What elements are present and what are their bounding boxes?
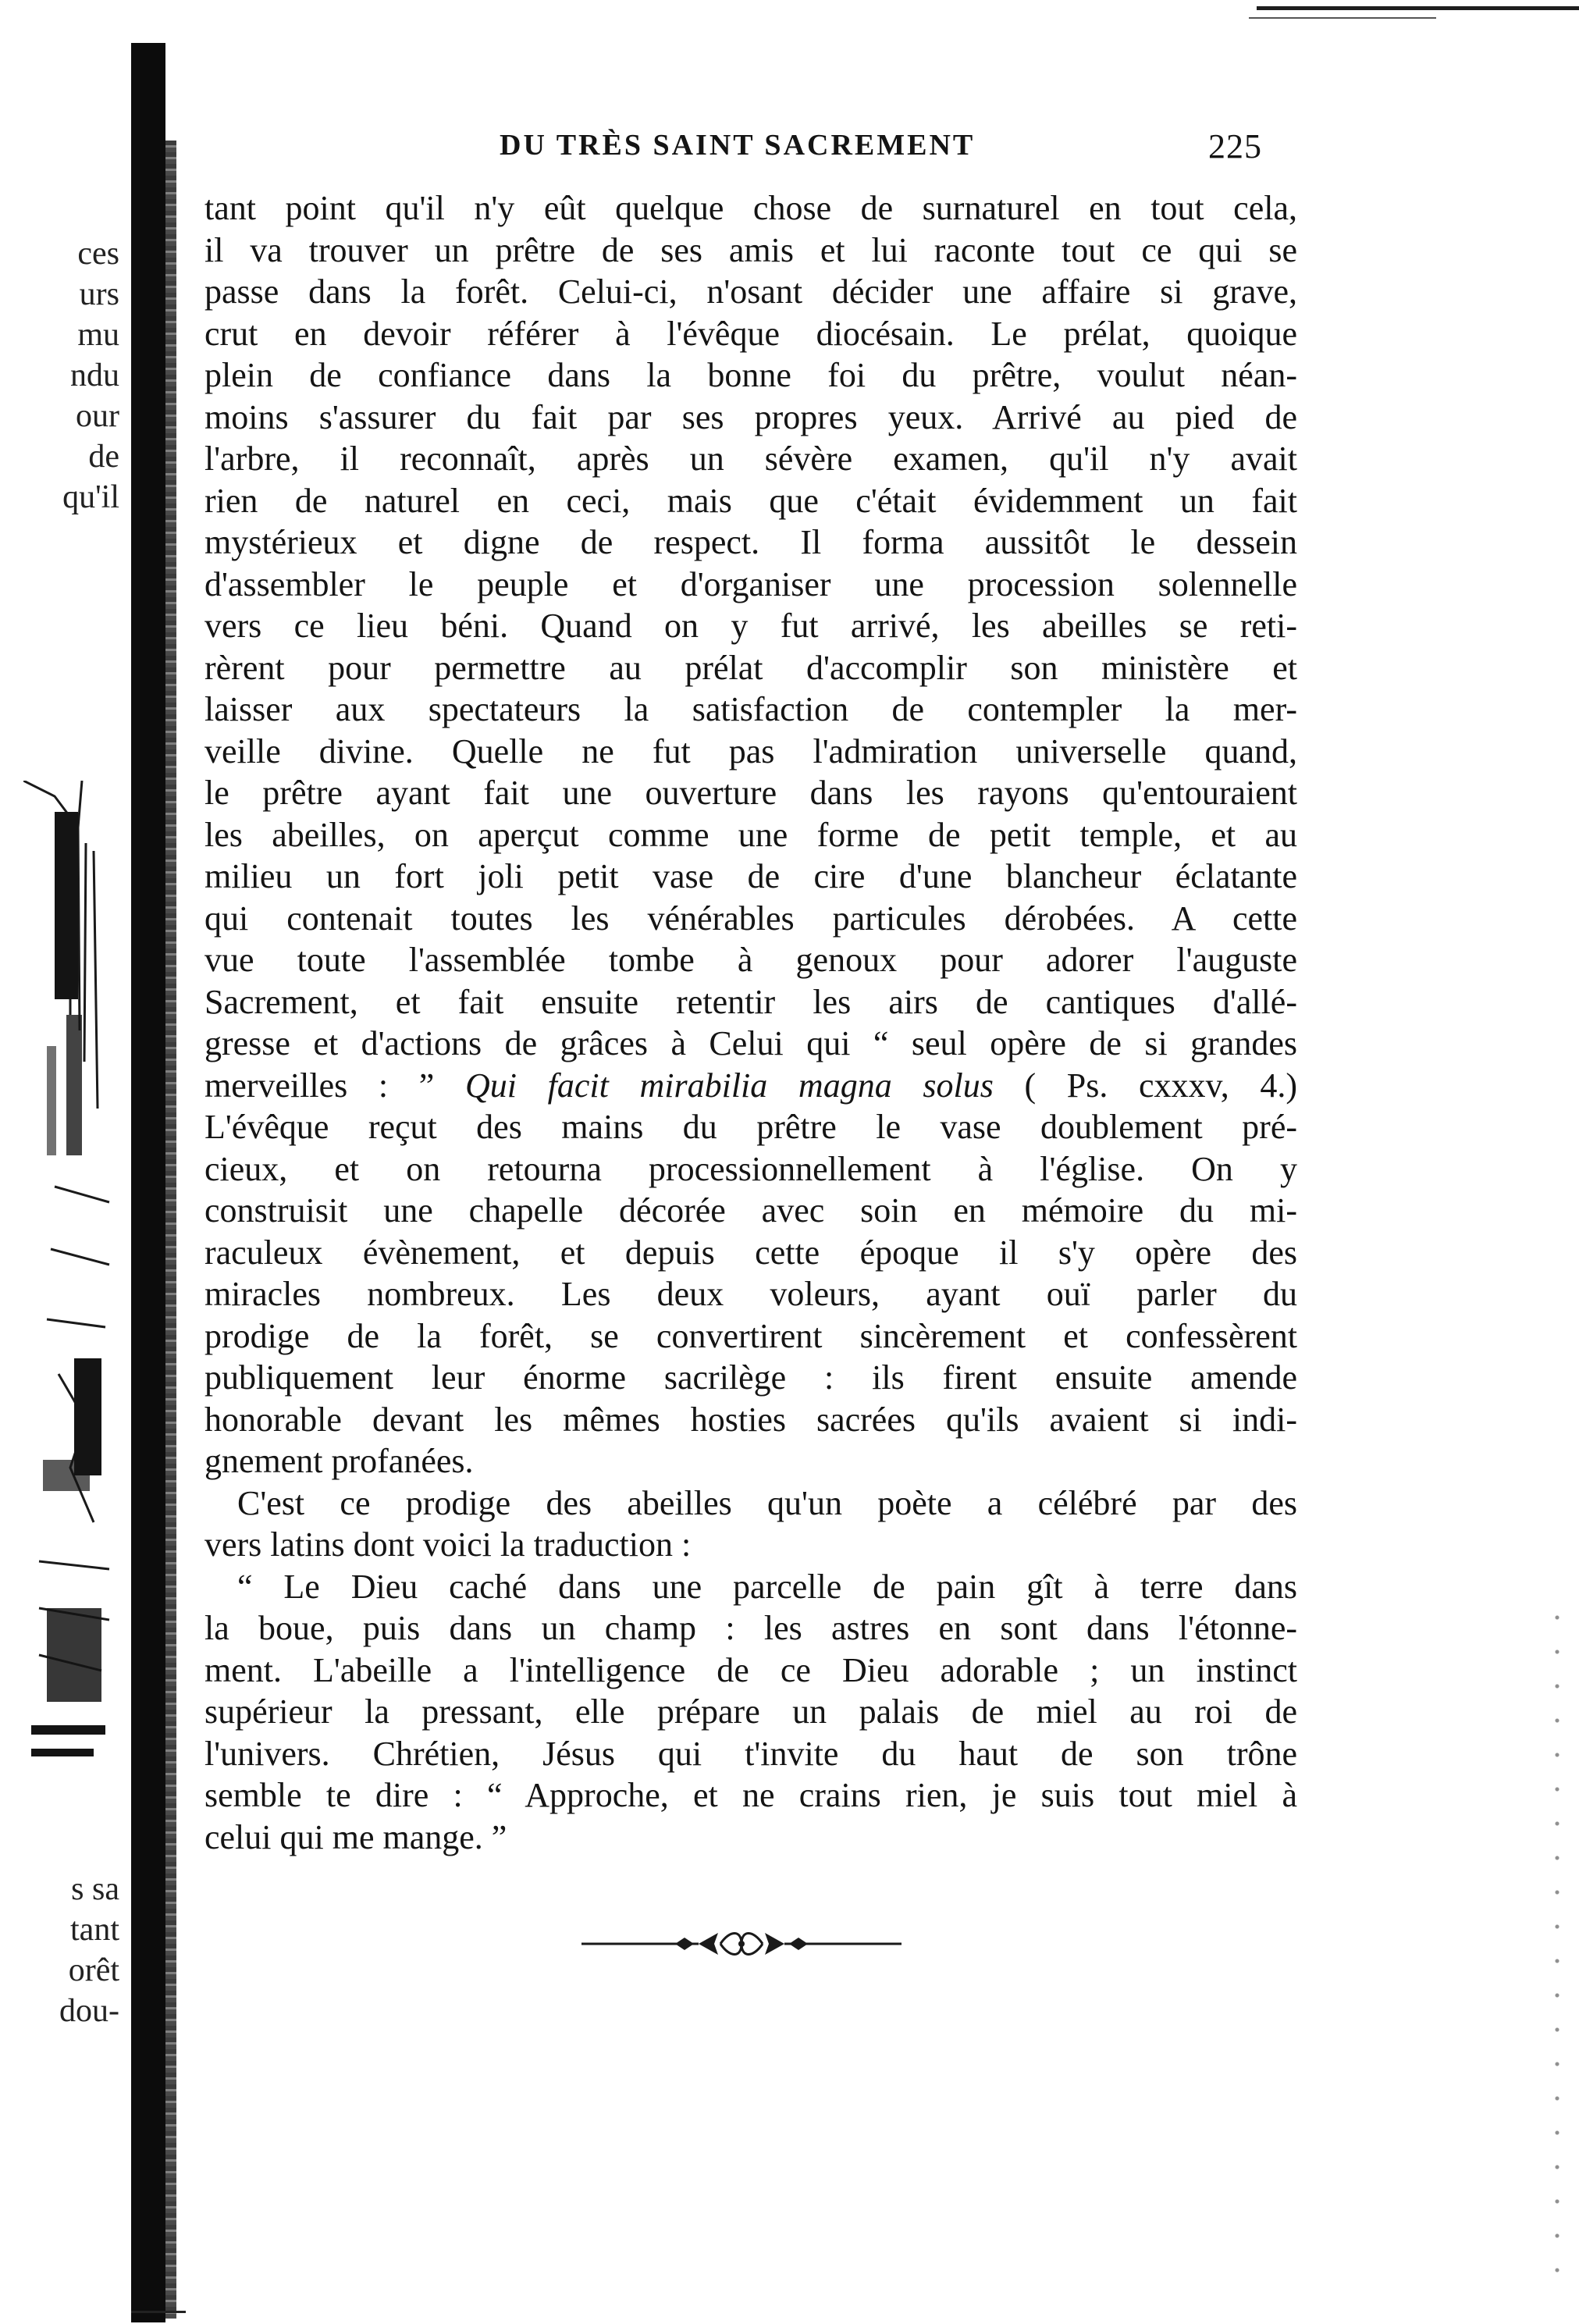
- quotation-line: la boue, puis dans un champ : les astres en sont dans l'étonne-: [204, 1609, 1297, 1647]
- text-line: plein de confiance dans la bonne foi du prêtre, voulut néan-: [204, 356, 1297, 394]
- body-text: [204, 187, 1297, 1858]
- left-page-fragment: tant: [70, 1912, 119, 1948]
- text-line: laisser aux spectateurs la satisfaction de contempler la mer-: [204, 690, 1297, 728]
- left-page-fragment: s sa: [71, 1871, 119, 1907]
- psalm-reference: ( Ps. cxxxv, 4.): [993, 1066, 1298, 1105]
- engraving-fragment-image: [23, 781, 117, 1842]
- paragraph-2-line: C'est ce prodige des abeilles qu'un poète a célébré par des: [237, 1483, 1297, 1522]
- quotation-line: ment. L'abeille a l'intelligence de ce Dieu adorable ; un instinct: [204, 1650, 1297, 1689]
- text-line: moins s'assurer du fait par ses propres yeux. Arrivé au pied de: [204, 397, 1297, 436]
- text-line: il va trouver un prêtre de ses amis et lui raconte tout ce qui se: [204, 230, 1297, 269]
- left-page-fragment: dou-: [59, 1993, 119, 2029]
- text-line: passe dans la forêt. Celui-ci, n'osant décider une affaire si grave,: [204, 272, 1297, 311]
- text-line: les abeilles, on aperçut comme une forme de petit temple, et au: [204, 815, 1297, 854]
- latin-citation: Qui facit mirabilia magna solus: [464, 1066, 994, 1105]
- text-line: l'arbre, il reconnaît, après un sévère examen, qu'il n'y avait: [204, 440, 1297, 478]
- tail-ornament-icon: [581, 1928, 902, 1959]
- page-gutter-shadow: [131, 43, 165, 2322]
- left-page-fragment: qu'il: [62, 479, 119, 515]
- text-line: rien de naturel en ceci, mais que c'était évidemment un fait: [204, 481, 1297, 520]
- text-line: miracles nombreux. Les deux voleurs, ayant ouï parler du: [204, 1275, 1297, 1313]
- left-page-fragment: de: [88, 439, 119, 475]
- scan-edge-rule: [1257, 6, 1579, 10]
- text-line: cieux, et on retourna processionnellement à l'église. On y: [204, 1149, 1297, 1188]
- left-page-fragment: ndu: [70, 358, 119, 393]
- left-facing-page-edge: [0, 0, 129, 2324]
- page-gutter-foot: [131, 2311, 186, 2313]
- text-line: vers ce lieu béni. Quand on y fut arrivé, les abeilles se reti-: [204, 607, 1297, 645]
- text-line: tant point qu'il n'y eût quelque chose de surnaturel en tout cela,: [204, 189, 1297, 227]
- text-line: qui contenait toutes les vénérables particules dérobées. A cette: [204, 899, 1297, 938]
- text-line: L'évêque reçut des mains du prêtre le vase doublement pré-: [204, 1108, 1297, 1146]
- text-line: gresse et d'actions de grâces à Celui qui “ seul opère de si grandes: [204, 1024, 1297, 1062]
- quotation-line: semble te dire : “ Approche, et ne crains rien, je suis tout miel à: [204, 1776, 1297, 1814]
- text-line: prodige de la forêt, se convertirent sincèrement et confessèrent: [204, 1316, 1297, 1355]
- quotation-line: supérieur la pressant, elle prépare un palais de miel au roi de: [204, 1692, 1297, 1731]
- quotation-line: l'univers. Chrétien, Jésus qui t'invite du haut de son trône: [204, 1734, 1297, 1773]
- text-line: publiquement leur énorme sacrilège : ils firent ensuite amende: [204, 1358, 1297, 1397]
- left-page-fragment: urs: [79, 276, 119, 312]
- text-line: Sacrement, et fait ensuite retentir les airs de cantiques d'allé-: [204, 982, 1297, 1021]
- text-line: crut en devoir référer à l'évêque diocésain. Le prélat, quoique: [204, 314, 1297, 353]
- text-line: mystérieux et digne de respect. Il forma aussitôt le dessein: [204, 523, 1297, 561]
- left-page-fragment: orêt: [68, 1952, 119, 1988]
- text-line: vue toute l'assemblée tombe à genoux pour adorer l'auguste: [204, 941, 1297, 979]
- scan-edge-rule-thin: [1249, 17, 1436, 19]
- left-page-fragment: ces: [77, 236, 119, 272]
- text-line: gnement profanées.: [204, 1442, 474, 1480]
- page-number: 225: [1208, 127, 1262, 165]
- paragraph-2-line: vers latins dont voici la traduction :: [204, 1525, 692, 1564]
- left-page-fragment: our: [76, 398, 119, 434]
- text-line: honorable devant les mêmes hosties sacrées qu'ils avaient si indi-: [204, 1400, 1297, 1439]
- text-line-with-citation: [204, 1065, 1297, 1107]
- text-line: raculeux évènement, et depuis cette époque il s'y opère des: [204, 1233, 1297, 1272]
- page-gutter-edge: [165, 141, 176, 2319]
- citation-lead: merveilles : ”: [204, 1066, 465, 1105]
- text-line: d'assembler le peuple et d'organiser une procession solennelle: [204, 564, 1297, 603]
- scan-edge-specks: [1545, 1600, 1569, 2287]
- running-title: DU TRÈS SAINT SACREMENT: [500, 129, 976, 162]
- text-line: construisit une chapelle décorée avec soin en mémoire du mi-: [204, 1191, 1297, 1230]
- text-line: le prêtre ayant fait une ouverture dans les rayons qu'entouraient: [204, 774, 1297, 812]
- text-line: veille divine. Quelle ne fut pas l'admiration universelle quand,: [204, 731, 1297, 771]
- left-page-fragment: mu: [77, 317, 119, 353]
- quotation-line: celui qui me mange. ”: [204, 1817, 507, 1856]
- text-line: rèrent pour permettre au prélat d'accomplir son ministère et: [204, 648, 1297, 687]
- quotation-line: “ Le Dieu caché dans une parcelle de pain gît à terre dans: [237, 1567, 1297, 1606]
- text-line: milieu un fort joli petit vase de cire d'une blancheur éclatante: [204, 857, 1297, 895]
